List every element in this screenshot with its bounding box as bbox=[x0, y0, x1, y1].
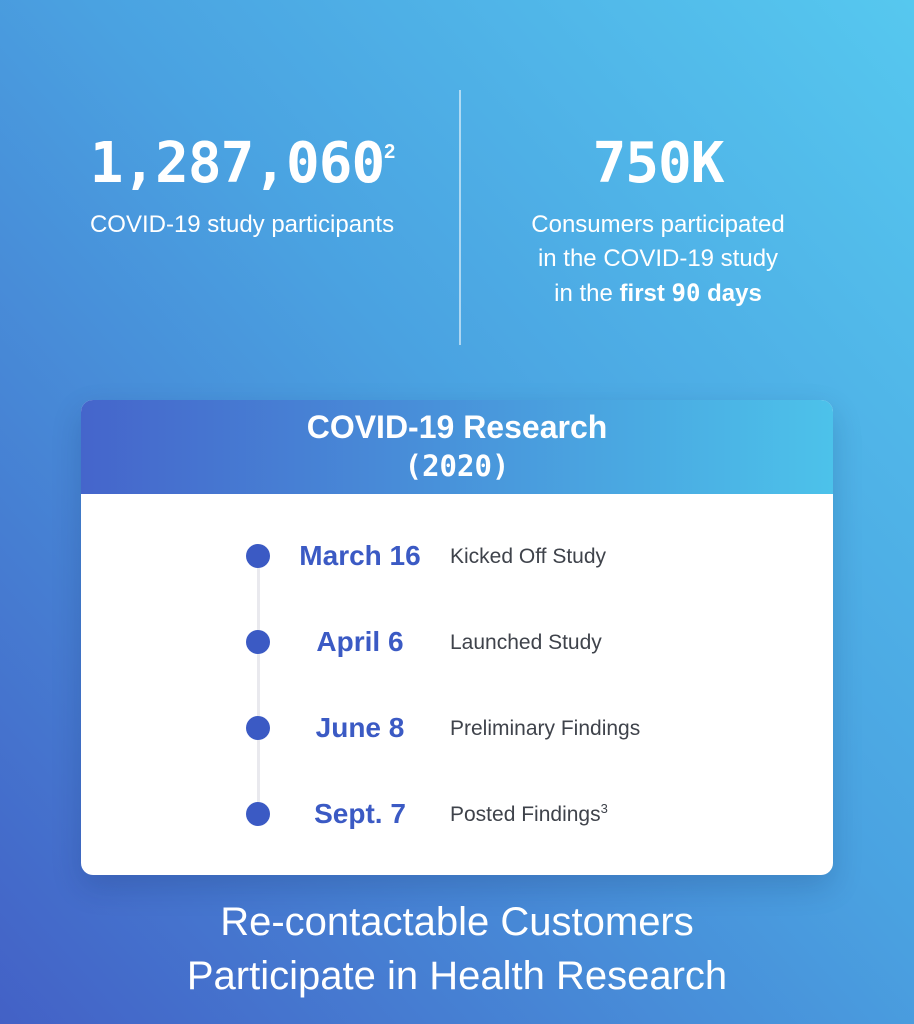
timeline-event-text: Posted Findings bbox=[450, 803, 601, 826]
timeline-dot-icon bbox=[246, 802, 270, 826]
footer-caption bbox=[0, 895, 914, 1003]
stat-participants bbox=[0, 0, 460, 400]
timeline-row-september bbox=[81, 771, 833, 857]
research-timeline-card bbox=[81, 400, 833, 875]
timeline-event-text: Launched Study bbox=[450, 631, 602, 654]
timeline-event bbox=[450, 801, 608, 827]
timeline-event-text: Preliminary Findings bbox=[450, 717, 641, 740]
consumers-label bbox=[531, 208, 784, 311]
consumers-label-line3-prefix: in the bbox=[554, 280, 613, 307]
consumers-label-bold-number: 90 bbox=[671, 279, 701, 307]
consumers-label-bold-word1: first bbox=[619, 280, 665, 307]
consumers-label-bold-word2: days bbox=[707, 280, 762, 307]
card-title: COVID-19 Research bbox=[306, 409, 608, 445]
card-header bbox=[81, 400, 833, 494]
footer-caption-line2: Participate in Health Research bbox=[186, 954, 728, 998]
timeline-event bbox=[450, 629, 602, 655]
participants-value bbox=[89, 131, 395, 196]
timeline-date: Sept. 7 bbox=[314, 798, 406, 829]
timeline-date: April 6 bbox=[316, 626, 404, 657]
timeline-dot-icon bbox=[246, 630, 270, 654]
stats-divider bbox=[459, 90, 461, 345]
timeline-row-april bbox=[81, 599, 833, 685]
participants-footnote-marker: 2 bbox=[384, 141, 395, 164]
participants-label: COVID-19 study participants bbox=[89, 211, 395, 238]
footer-caption-line1: Re-contactable Customers bbox=[220, 900, 694, 944]
timeline-date: March 16 bbox=[299, 540, 421, 571]
consumers-value: 750K bbox=[592, 131, 724, 196]
stats-section bbox=[0, 0, 914, 400]
timeline-date: June 8 bbox=[315, 712, 405, 743]
timeline bbox=[81, 494, 833, 875]
timeline-row-march bbox=[81, 513, 833, 599]
consumers-label-line2: in the COVID-19 study bbox=[537, 245, 779, 272]
consumers-label-line1: Consumers participated bbox=[531, 211, 785, 238]
timeline-event bbox=[450, 543, 606, 569]
stat-consumers bbox=[460, 0, 914, 400]
participants-number: 1,287,060 bbox=[89, 131, 385, 196]
timeline-event-footnote: 3 bbox=[600, 801, 608, 816]
timeline-dot-icon bbox=[246, 716, 270, 740]
timeline-event-text: Kicked Off Study bbox=[450, 545, 607, 568]
card-title-year: (2020) bbox=[404, 449, 510, 483]
timeline-event bbox=[450, 715, 640, 741]
timeline-row-june bbox=[81, 685, 833, 771]
timeline-connector-line bbox=[257, 556, 260, 814]
timeline-dot-icon bbox=[246, 544, 270, 568]
